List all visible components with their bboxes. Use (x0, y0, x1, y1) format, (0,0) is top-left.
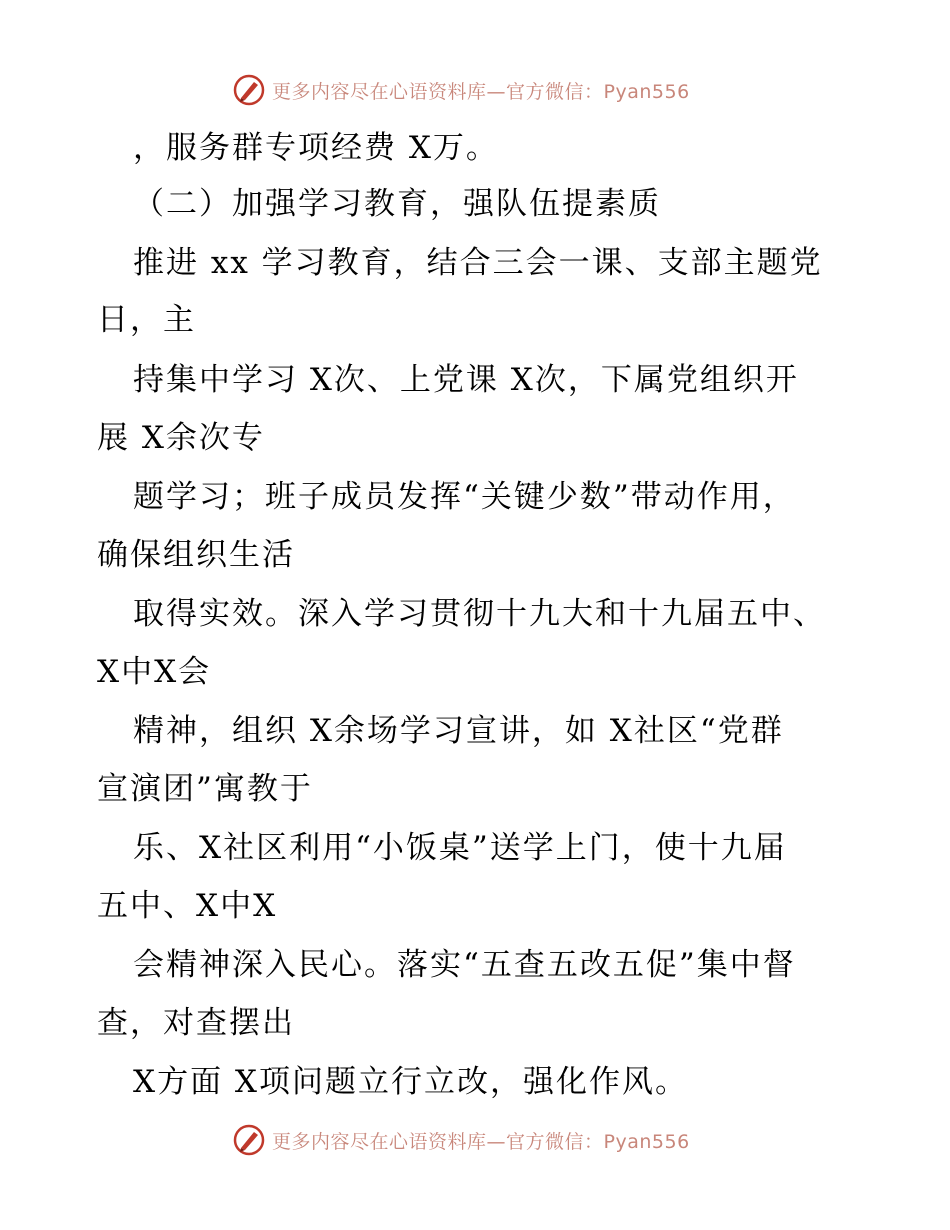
pen-logo-icon (232, 1123, 266, 1157)
pen-logo-icon (232, 73, 266, 107)
text-line: 确保组织生活 (97, 537, 295, 573)
text-line: 乐、X社区利用“小饭桌”送学上门，使十九届 (133, 830, 787, 866)
text-line: X中X会 (97, 654, 212, 690)
text-line: 精神，组织 X余场学习宣讲，如 X社区“党群 (133, 713, 784, 749)
text-line: 取得实效。深入学习贯彻十九大和十九届五中、 (133, 596, 826, 632)
text-line: 日，主 (97, 302, 196, 338)
text-line: X方面 X项问题立行立改，强化作风。 (133, 1064, 688, 1100)
text-line: 推进 xx 学习教育，结合三会一课、支部主题党 (133, 245, 823, 281)
header-watermark (232, 72, 690, 108)
text-line: 展 X余次专 (97, 420, 265, 456)
footer-watermark (232, 1122, 690, 1158)
section-heading: （二）加强学习教育，强队伍提素质 (133, 186, 661, 222)
watermark-text: 更多内容尽在心语资料库—官方微信：Pyan556 (272, 1130, 690, 1153)
watermark-text: 更多内容尽在心语资料库—官方微信：Pyan556 (272, 80, 690, 103)
text-line: 五中、X中X (97, 888, 278, 924)
text-line: 会精神深入民心。落实“五查五改五促”集中督 (133, 947, 796, 983)
text-line: 宣演团”寓教于 (97, 771, 313, 807)
text-line: ，服务群专项经费 X万。 (133, 130, 499, 166)
text-line: 持集中学习 X次、上党课 X次，下属党组织开 (133, 362, 799, 398)
text-line: 查，对查摆出 (97, 1005, 295, 1041)
text-line: 题学习；班子成员发挥“关键少数”带动作用， (133, 479, 796, 515)
